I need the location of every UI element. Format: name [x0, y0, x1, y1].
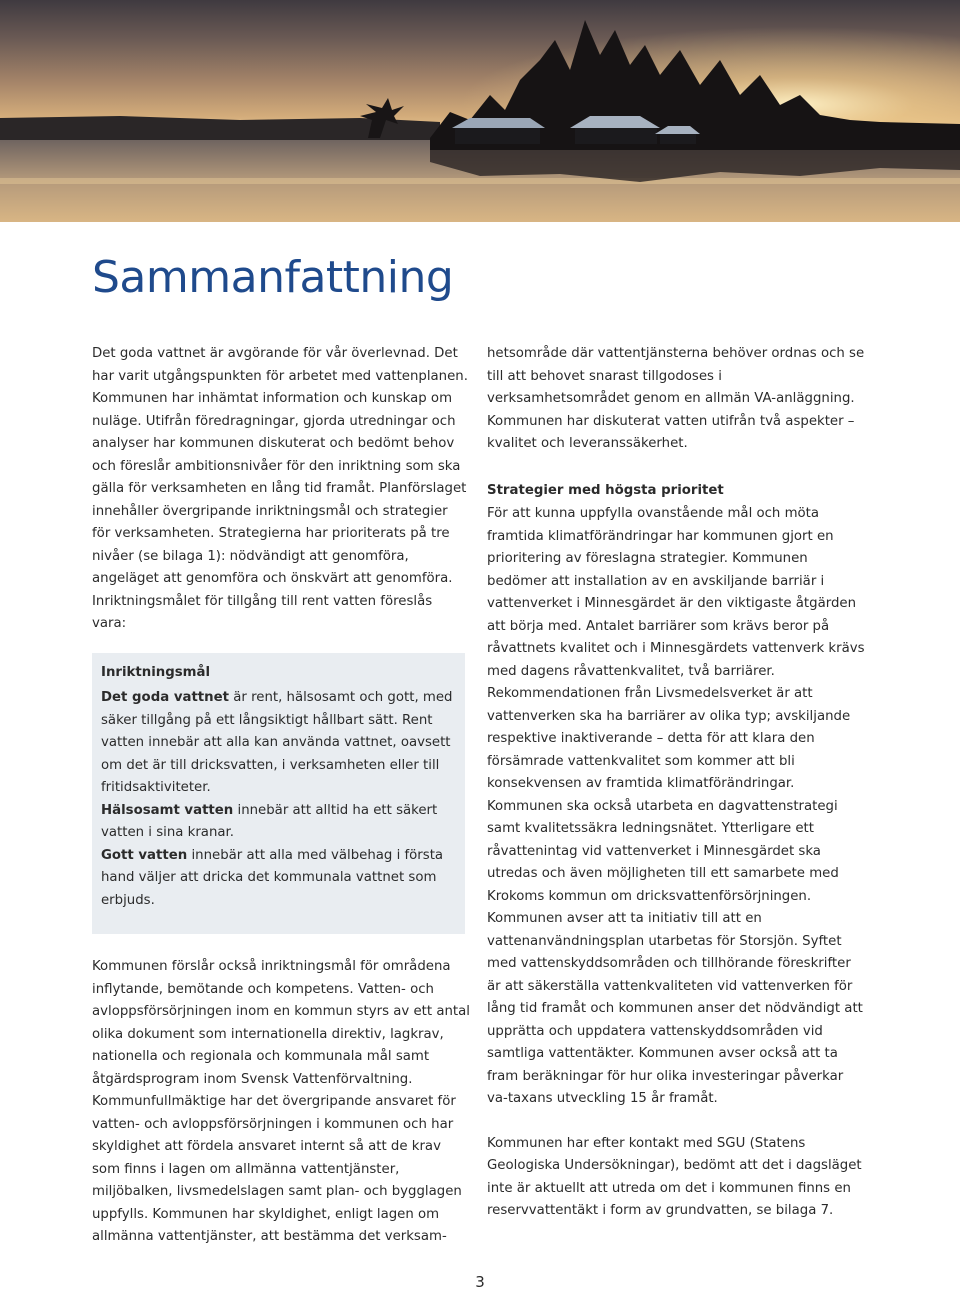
header-photo-lake-sunset: [0, 0, 960, 222]
left-column: [92, 343, 470, 1249]
goal-box-title: Inriktningsmål: [101, 664, 211, 680]
continuation-paragraph: hetsområde där vattentjänsterna behöver ordnas och se till att behovet snarast tillgodoses i verksamhetsområdet genom en allmän VA-anläggning. Kommunen har diskuterat vatten utifrån två aspekter – kvalitet och leveranssäkerhet.: [487, 346, 865, 451]
spacer: [487, 1111, 867, 1133]
intro-paragraph: Det goda vattnet är avgörande för vår överlevnad. Det har varit utgångspunkten för arbetet med vattenplanen. Kommunen har inhämtat information och kunskap om nuläge. Utifrån föredragningar, gjorda utredningar och analyser har kommunen diskuterat och bedömt behov och föreslår ambitionsnivåer för den inriktning som ska gälla för verksamheten en lång tid framåt. Planförslaget innehåller övergripande inriktningsmål och strategier för verksamheten. Strategierna har prioriterats på tre nivåer (se bilaga 1): nödvändigt att genomföra, angeläget att genomföra och önskvärt att genomföra. Inriktningsmålet för tillgång till rent vatten föreslås vara:: [92, 346, 468, 631]
page-title: Sammanfattning: [92, 252, 454, 303]
strategies-subheading: Strategier med högsta prioritet: [487, 482, 724, 498]
spacer: [487, 456, 867, 478]
goal-text-tasty-water: innebär att alla med välbehag i första hand väljer att dricka det kommunala vattnet som erbjuds.: [101, 847, 444, 908]
spacer: [92, 934, 470, 956]
goal-label-tasty-water: Gott vatten: [101, 847, 188, 863]
goal-label-good-water: Det goda vattnet: [101, 690, 230, 705]
closing-paragraph: Kommunen har efter kontakt med SGU (Statens Geologiska Undersökningar), bedömt att det i dagsläget inte är aktuellt att utreda om det i kommunen finns en reservvattentäkt i form av grundvatten, se bilaga 7.: [487, 1135, 862, 1218]
goal-paragraph-healthy-water: [101, 800, 455, 845]
lake-sunset-illustration: [0, 0, 960, 222]
goal-paragraph-good-water: [101, 687, 455, 800]
after-box-paragraph: Kommunen förslår också inriktningsmål för områdena inflytande, bemötande och kompetens. Vatten- och avloppsförsörjningen inom en kommun styrs av ett antal olika dokument som internationella direktiv, lagkrav, nationella och regionala och kommunala mål samt åtgärdsprogram inom Svensk Vattenförvaltning. Kommunfullmäktige har det övergripande ansvaret för vatten- och avloppsförsörjningen i kommunen och har skyldighet att fördela ansvaret internt så att de krav som finns i lagen om allmänna vattentjänster, miljöbalken, livsmedelslagen samt plan- och bygglagen uppfylls. Kommunen har skyldighet, enligt lagen om allmänna vattentjänster, att bestämma det verksam-: [92, 959, 470, 1244]
goal-text-good-water: är rent, hälsosamt och gott, med säker tillgång på ett långsiktigt hållbart sätt. Rent vatten innebär att alla kan använda vattnet, oavsett om det är till dricksvatten, i verksamheten eller till fritidsaktiviteter.: [101, 690, 453, 795]
page-number: 3: [475, 1273, 485, 1291]
strategies-paragraph: För att kunna uppfylla ovanstående mål och möta framtida klimatförändringar har kommunen gjort en prioritering av föreslagna strategier. Kommunen bedömer att installation av en avskiljande barriär i vattenverket i Minnesgärdet är den viktigaste åtgärden att börja med. Antalet barriärer som krävs beror på råvattnets kvalitet och i Minnesgärdets vattenverk krävs med dagens råvattenkvalitet, två barriärer. Rekommendationen från Livsmedelsverket är att vattenverken ska ha barriärer av olika typ; avskiljande respektive inaktiverande – detta för att klara den försämrade vattenkvalitet som kommer att bli konsekvensen av framtida klimatförändringar. Kommunen ska också utarbeta en dagvattenstrategi samt kvalitetssäkra ledningsnätet. Ytterligare ett råvattenintag vid vattenverket i Minnesgärdet ska utredas och även möjligheten till ett samarbete med Krokoms kommun om dricksvattenförsörjningen. Kommunen avser att ta initiativ till att en vattenanvändningsplan utarbetas för Storsjön. Syftet med vattenskyddsområden och tillhörande föreskrifter är att säkerställa vattenkvaliteten vid vattenverken för lång tid framåt och kommunen anser det nödvändigt att upprätta och uppdatera vattenskyddsområden vid samtliga vattentäkter. Kommunen avser också att ta fram beräkningar för hur olika investeringar påverkar va-taxans utveckling 15 år framåt.: [487, 506, 865, 1106]
right-column: [487, 343, 867, 1223]
goal-paragraph-tasty-water: [101, 845, 455, 913]
goal-box: [92, 653, 465, 935]
goal-label-healthy-water: Hälsosamt vatten: [101, 802, 234, 818]
goal-text-healthy-water: innebär att alltid ha ett säkert vatten i sina kranar.: [101, 802, 438, 840]
